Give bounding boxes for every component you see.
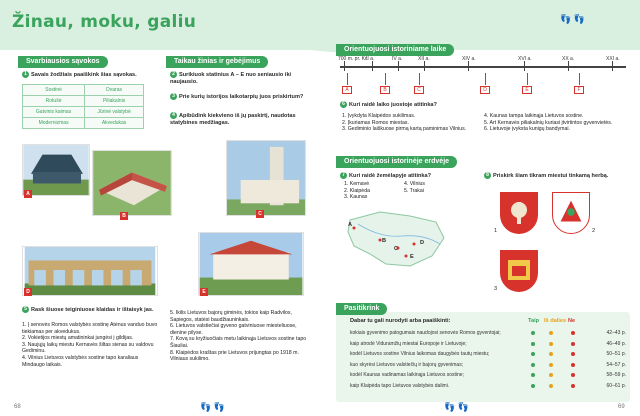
timeline-label: 700 m. pr. Kr.	[338, 56, 368, 62]
rating-dot[interactable]	[531, 352, 535, 356]
map-label: E	[410, 254, 414, 260]
question-7: 7 Kuri raidė žemėlapyje atitinka?	[340, 172, 431, 180]
photo-aqueduct	[22, 246, 158, 296]
question-2: 2 Surikiuok statinius A – E nuo seniausio iki naujausio.	[170, 71, 292, 85]
rating-dot[interactable]	[571, 342, 575, 346]
self-check-row: kuo skyrėsi Lietuvos valstiečių ir bajorų gyvenimas;	[350, 361, 464, 368]
timeline-arrow	[419, 73, 420, 85]
table-row: Modernizmas Akvedukas	[23, 118, 144, 129]
terms-table	[22, 84, 144, 129]
self-check-row: kodėl Lietuvos sostine Vilnius laikomas daugybės tautų miestu;	[350, 351, 490, 357]
timeline-arrow	[579, 73, 580, 85]
photo-label-d: D	[24, 288, 32, 296]
timeline-items-right	[484, 113, 630, 133]
timeline-tick	[424, 61, 425, 71]
col-no: Ne	[568, 318, 576, 324]
photo-label-b: B	[120, 212, 128, 220]
timeline-tick	[398, 61, 399, 71]
page-reference: 60–61 p.	[606, 382, 626, 389]
page-number-right: 69	[618, 404, 625, 410]
rating-dot[interactable]	[531, 331, 535, 335]
section-header-self-check: Pasitikrink	[336, 303, 387, 315]
footprints-icon: 👣 👣	[444, 402, 469, 412]
rating-dot[interactable]	[571, 384, 575, 388]
page-number-left: 68	[14, 404, 21, 410]
lithuania-map	[340, 208, 452, 270]
col-partly: Iš dalies	[544, 318, 567, 324]
timeline-label: XVI a.	[518, 56, 532, 62]
timeline-marker: C	[414, 86, 424, 94]
table-row: Gatvinis kaimas Jūrinė valstybė	[23, 107, 144, 118]
photo-church-tower	[226, 140, 306, 216]
col-yes: Taip	[528, 318, 540, 324]
list-item: 3. Gediminio laiškuose pirmą kartą paminimas Vilnius.	[342, 126, 467, 133]
timeline-label: IV a.	[392, 56, 403, 62]
question-6: 6 Kuri raidė laiko juostoje atitinka?	[340, 101, 437, 109]
timeline-items-left	[342, 113, 482, 133]
crest-number-2: 2	[592, 228, 596, 234]
self-check-row: kaip Klaipėda tapo Lietuvos valstybės dalimi.	[350, 382, 450, 389]
self-check-row: kokiais gyvenimo patogumais naudojosi senovės Romos gyventojai;	[350, 330, 501, 336]
question-number: 1	[22, 71, 29, 78]
list-item: 3. Naujųjų laikų miestu Kernavės šiltas sienas su valdovu Gediminu.	[22, 341, 154, 355]
list-item: 2. Vokietijos miestų amatininkai jungėsi į gildijas.	[22, 335, 134, 342]
question-4: 4 Apibūdink kiekvieno iš jų paskirtį, naudotas statybines medžiagas.	[170, 112, 296, 126]
timeline-tick	[344, 61, 345, 71]
question-5: 5 Rask šiuose teiginiuose klaidas ir ištaisyk jas.	[22, 306, 162, 314]
timeline-tick	[612, 61, 613, 71]
rating-dot[interactable]	[571, 363, 575, 367]
section-header-time: Orientuojuosi istoriniame laike	[336, 44, 454, 56]
list-item: 7. Kovą su kryžiuočiais metu laikinąja Lietuvos sostine tapo Šiauliai.	[170, 336, 307, 349]
list-item: 5. Trakai	[404, 187, 424, 194]
photo-label-c: C	[256, 210, 264, 218]
timeline-axis	[340, 66, 626, 68]
crest-trakai	[552, 192, 590, 234]
table-row: Rotušė Piliakalnis	[23, 96, 144, 107]
rating-dot[interactable]	[549, 363, 553, 367]
timeline-label: XX a.	[562, 56, 575, 62]
page-reference: 58–59 p.	[606, 372, 626, 378]
rating-dot[interactable]	[549, 373, 553, 377]
rating-dot[interactable]	[549, 352, 553, 356]
footprints-icon: 👣 👣	[200, 402, 225, 412]
list-item: 5. Art Kernavės piliakalnių kuriasi įtvirtintos gyvenvietės.	[484, 119, 613, 126]
list-item: 8. Klaipėdos kraštas prie Lietuvos prijungtas po 1918 m. Vilniaus sukilimo.	[170, 349, 299, 363]
timeline-label: II a.	[366, 56, 375, 62]
crest-number-3: 3	[494, 286, 498, 292]
rating-dot[interactable]	[549, 331, 553, 335]
rating-dot[interactable]	[571, 331, 575, 335]
list-item: 3. Kaunas	[344, 194, 368, 201]
question-1: 1 Savais žodžiais paaiškink šias sąvokas.	[22, 71, 162, 79]
cities-left	[344, 181, 404, 201]
timeline-label: XXI a.	[606, 56, 620, 62]
rating-dot[interactable]	[531, 342, 535, 346]
rating-dot[interactable]	[531, 384, 535, 388]
list-item: 6. Lietuvoje įvyksta kunigų bandymai.	[484, 126, 570, 133]
timeline-arrow	[347, 73, 348, 85]
rating-dot[interactable]	[531, 363, 535, 367]
rating-dot[interactable]	[549, 342, 553, 346]
page-reference: 54–57 p.	[606, 361, 626, 368]
rating-dot[interactable]	[571, 373, 575, 377]
list-item: 4. Kaunas tampa laikinąja Lietuvos sostine.	[484, 113, 584, 119]
list-item: 1. Kernavė	[344, 181, 370, 187]
cities-right	[404, 181, 464, 194]
crest-number-1: 1	[494, 228, 498, 234]
photo-label-e: E	[200, 288, 208, 296]
list-item: 5. Ikilis Lietuvos bajorų giminės, tokios kaip Radvilos, Sapiegos, statėsi baudžiauninkais.	[170, 310, 292, 323]
timeline-tick	[468, 61, 469, 71]
question-3: 3 Prie kurių istorijos laikotarpių juos priskirtum?	[170, 93, 310, 101]
page-reference: 42–43 p.	[606, 330, 626, 336]
photo-palace	[198, 232, 304, 296]
timeline-arrow	[485, 73, 486, 85]
map-label: B	[382, 238, 387, 244]
statements-right	[170, 310, 310, 363]
timeline-marker: B	[380, 86, 390, 94]
list-item: 1. Įvykdyta Klaipėdos sukilimas.	[342, 113, 416, 119]
timeline-tick	[372, 61, 373, 71]
timeline-marker: E	[522, 86, 532, 94]
crest-vilnius	[500, 192, 538, 234]
photo-label-a: A	[24, 190, 32, 198]
self-check-row: kaip atrodė Viduramžių miestai Europoje ir Lietuvoje;	[350, 340, 467, 347]
list-item: 6. Lietuvos valstiečiai gyveno gatviniuose miesteliuose, dienine pilyse.	[170, 323, 297, 336]
timeline-arrow	[385, 73, 386, 85]
rating-dot[interactable]	[571, 352, 575, 356]
page-reference: 50–51 p.	[606, 351, 626, 357]
timeline-label: XIV a.	[462, 56, 476, 62]
self-check-row: kodėl Kaunas vadinamas laikinąja Lietuvos sostine;	[350, 372, 464, 378]
section-header-space: Orientuojuosi istorinėje erdvėje	[336, 156, 457, 168]
section-header-apply: Taikau žinias ir gebėjimus	[166, 56, 268, 68]
list-item: 2. Klaipėda	[344, 187, 370, 194]
list-item: 4. Vilnius Lietuvos valstybės sostine tapo karaliaus Mindaugo laikais.	[22, 354, 139, 368]
rating-dot[interactable]	[549, 384, 553, 388]
self-check-question: Dabar tu gali nurodyti arba paaiškinti:	[350, 318, 451, 324]
timeline-tick	[524, 61, 525, 71]
timeline-arrow	[527, 73, 528, 85]
timeline-label: XII a.	[418, 56, 430, 62]
rating-dot[interactable]	[531, 373, 535, 377]
list-item: 2. Įkuriamas Romos miestas.	[342, 119, 409, 126]
list-item: 1. Į senovės Romos valstybės sostinę Atėnus vanduo buvo tiekiamas per akvedukus.	[22, 322, 158, 335]
page-title: Žinau, moku, galiu	[12, 12, 197, 32]
section-header-concepts: Svarbiausios sąvokos	[18, 56, 108, 68]
photo-manor-aerial	[92, 150, 172, 216]
self-check-box	[336, 312, 630, 402]
timeline-marker: F	[574, 86, 584, 94]
crest-kaunas	[500, 250, 538, 292]
timeline-marker: A	[342, 86, 352, 94]
map-label: C	[394, 246, 399, 252]
map-label: A	[348, 222, 353, 228]
map-label: D	[420, 240, 425, 246]
page-reference: 46–49 p.	[606, 340, 626, 347]
footprints-icon: 👣 👣	[560, 14, 585, 24]
statements-left	[22, 322, 160, 368]
question-8: 8 Priskirk šiam tikram miestui tinkamą herbą.	[484, 172, 624, 180]
list-item: 4. Vilnius	[404, 181, 425, 187]
timeline-marker: D	[480, 86, 490, 94]
timeline-tick	[568, 61, 569, 71]
photo-wooden-building	[22, 144, 90, 196]
table-row: Sostinė Dvaras	[23, 85, 144, 96]
